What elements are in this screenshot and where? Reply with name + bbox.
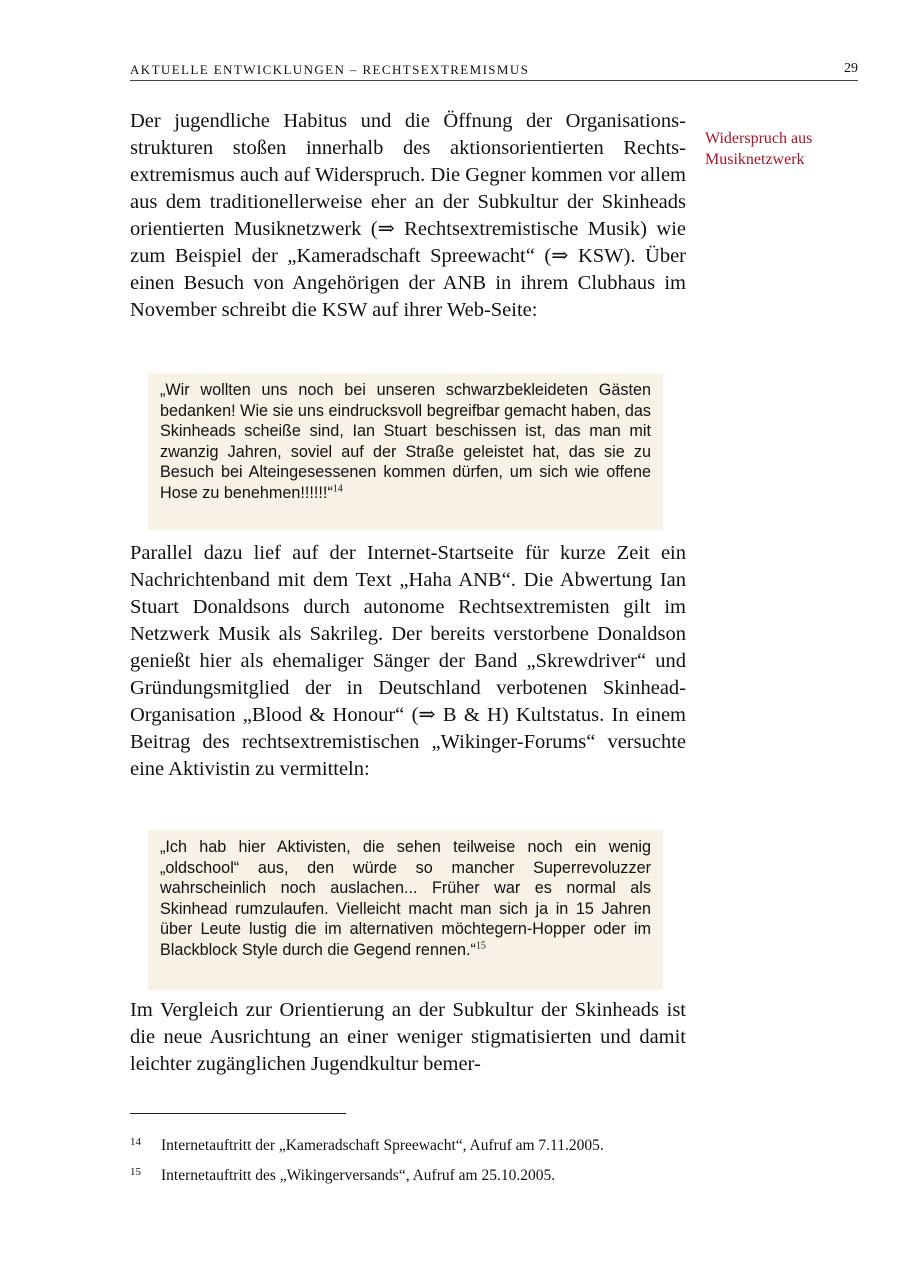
footnote-text: Internetauftritt des „Wikingerversands“, Aufruf am 25.10.2005.: [161, 1167, 556, 1184]
body-paragraph-1: Der jugendliche Habitus und die Öffnung der Organisationsstrukturen stoßen innerhalb des aktionsorientierten Rechtsextremismus auch auf Widerspruch. Die Gegner kommen vor allem aus dem traditionellerweise eher an der Subkultur der Skinheads orientierten Musiknetzwerk (⇒ Rechtsextremistische Musik) wie zum Beispiel der „Kameradschaft Spreewacht“ (⇒ KSW). Über einen Besuch von Angehörigen der ANB in ihrem Clubhaus im November schreibt die KSW auf ihrer Web-Seite:: [130, 110, 686, 321]
body-paragraph-3: Im Vergleich zur Orientierung an der Subkultur der Skinheads ist die neue Ausrichtung an einer weniger stigmatisierten und damit leichter zugänglichen Jugendkultur bemer-: [130, 999, 686, 1075]
header-title: AKTUELLE ENTWICKLUNGEN – RECHTSEXTREMISMUS: [130, 62, 530, 77]
block-quote-text: [160, 380, 651, 504]
block-quote-2: [148, 830, 663, 990]
body-paragraph-2: Parallel dazu lief auf der Internet-Startseite für kurze Zeit ein Nachrichtenband mit dem Text „Haha ANB“. Die Abwertung Ian Stuart Donaldsons durch autonome Rechtsextremisten gilt im Netzwerk Musik als Sakrileg. Der bereits verstorbene Donaldson genießt hier als ehemaliger Sänger der Band „Skrewdriver“ und Gründungsmitglied der in Deutschland verbotenen Skinhead-Organisation „Blood & Honour“ (⇒ B & H) Kultstatus. In einem Beitrag des rechtsextremistischen „Wikinger-Forums“ versuchte eine Aktivistin zu vermitteln:: [130, 542, 686, 780]
block-quote-text: [160, 837, 651, 961]
footnote-ref-14: 14: [332, 483, 343, 495]
page-number: 29: [844, 61, 858, 76]
footnote-text: Internetauftritt der „Kameradschaft Spreewacht“, Aufruf am 7.11.2005.: [161, 1137, 604, 1154]
footnote-ref-15: 15: [475, 940, 486, 952]
running-header: [130, 60, 858, 81]
quote-2-text: „Ich hab hier Aktivisten, die sehen teilweise noch ein wenig „oldschool“ aus, den würde so mancher Superrevoluzzer wahrscheinlich noch auslachen... Früher war es normal als Skinhead rumzulaufen. Vielleicht macht man sich ja in 15 Jahren über Leute lustig die im alternativen möchtegern-Hopper oder im Blackblock Style durch die Gegend rennen.“: [160, 838, 651, 959]
footnote-divider: [130, 1113, 346, 1114]
block-quote-1: [148, 373, 663, 530]
footnote-number: 15: [130, 1166, 141, 1178]
margin-note-line-2: Musiknetzwerk: [705, 151, 805, 168]
margin-note-line-1: Widerspruch aus: [705, 130, 813, 147]
quote-1-text: „Wir wollten uns noch bei unseren schwarzbekleideten Gästen bedanken! Wie sie uns eindrucksvoll begreifbar gemacht haben, das Skinheads scheiße sind, Ian Stuart beschissen ist, das man mit zwanzig Jahren, soviel auf der Straße geleistet hat, das sie zu Besuch bei Alteingesessenen kommen dürfen, um sich wie offene Hose zu benehmen!!!!!!“: [160, 381, 651, 502]
margin-note: [705, 128, 855, 170]
footnote-number: 14: [130, 1136, 141, 1148]
